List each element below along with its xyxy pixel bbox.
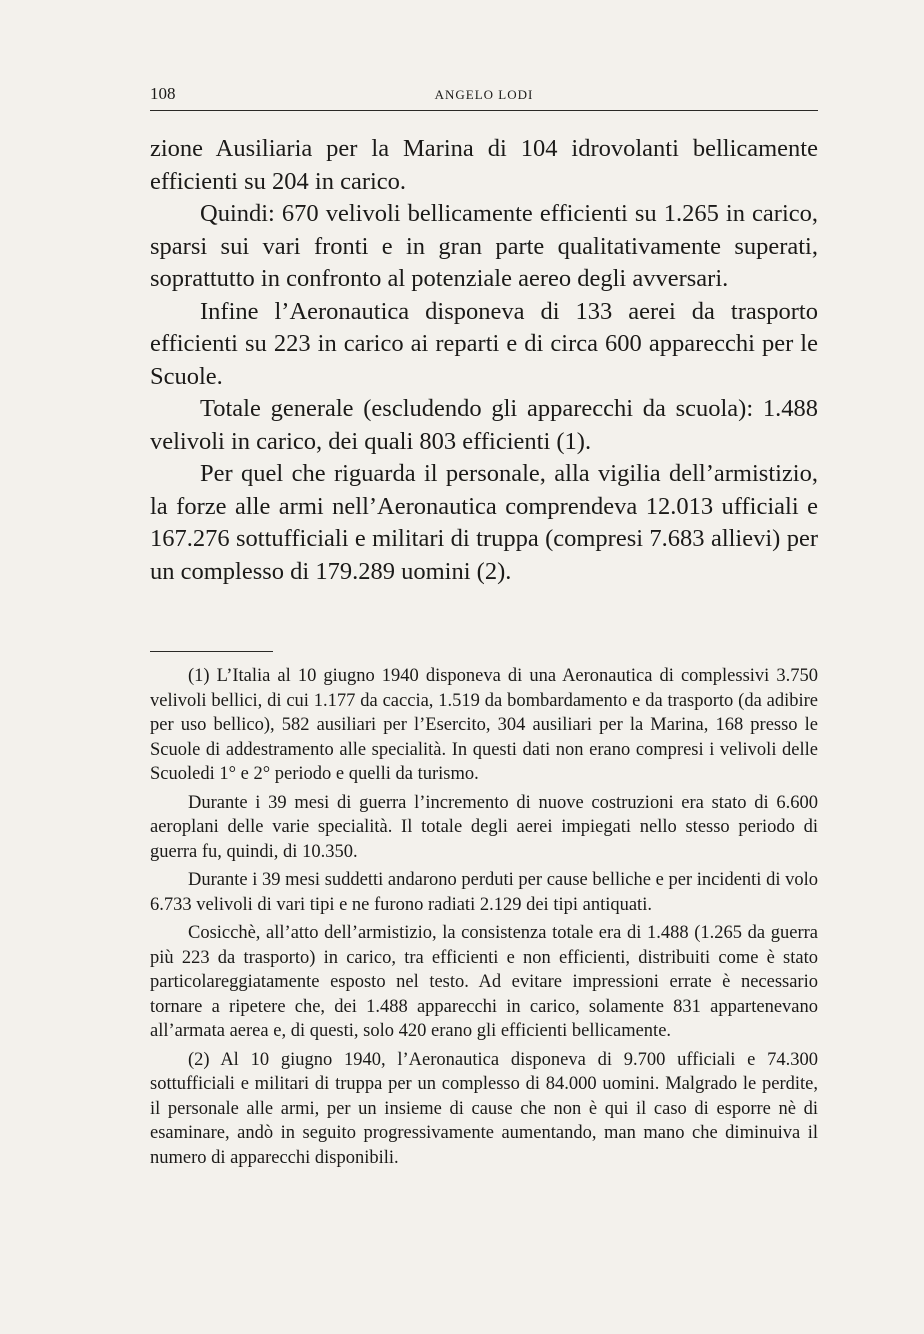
footnote-paragraph: Durante i 39 mesi suddetti andarono perduti per cause belliche e per incidenti di volo 6.733 velivoli di vari tipi e ne furono radiati 2.129 dei tipi antiquati.: [150, 870, 818, 915]
footnotes: [150, 664, 818, 1174]
main-text: [150, 133, 818, 588]
footnote-paragraph: Durante i 39 mesi di guerra l’incremento di nuove costruzioni era stato di 6.600 aeroplani delle varie specialità. Il totale degli aerei impiegati nello stesso periodo di guerra fu, quindi, di 10.350.: [150, 792, 818, 862]
body-paragraph: zione Ausiliaria per la Marina di 104 idrovolanti bellicamente efficienti su 204 in carico.: [150, 135, 818, 195]
body-paragraph: Quindi: 670 velivoli bellicamente efficienti su 1.265 in carico, sparsi sui vari fronti e in gran parte qualitativamente superati, soprattutto in confronto al potenziale aereo degli avversari.: [150, 200, 818, 292]
footnote-separator: [150, 651, 273, 652]
body-paragraph: Totale generale (escludendo gli apparecchi da scuola): 1.488 velivoli in carico, dei quali 803 efficienti (1).: [150, 395, 818, 455]
running-head: ANGELO LODI: [434, 87, 534, 102]
page-number: 108: [150, 84, 176, 103]
footnote-paragraph: (1) L’Italia al 10 giugno 1940 disponeva di una Aeronautica di complessivi 3.750 velivoli bellici, di cui 1.177 da caccia, 1.519 da bombardamento e da trasporto (da adibire per uso bellico), 582 ausiliari per l’Esercito, 304 ausiliari per la Marina, 168 presso le Scuole di addestramento alle specialità. In questi dati non erano compresi i velivoli delle Scuoledi 1° e 2° periodo e quelli da turismo.: [150, 666, 818, 784]
body-paragraph: Per quel che riguarda il personale, alla vigilia dell’armistizio, la forze alle armi nell’Aeronautica comprendeva 12.013 ufficiali e 167.276 sottufficiali e militari di truppa (compresi 7.683 allievi) per un complesso di 179.289 uomini (2).: [150, 460, 818, 585]
body-paragraph: Infine l’Aeronautica disponeva di 133 aerei da trasporto efficienti su 223 in carico ai reparti e di circa 600 apparecchi per le Scuole.: [150, 297, 818, 390]
footnote-paragraph: (2) Al 10 giugno 1940, l’Aeronautica disponeva di 9.700 ufficiali e 74.300 sottufficiali e militari di truppa per un complesso di 84.000 uomini. Malgrado le perdite, il personale alle armi, per un insieme di cause che non è qui il caso di esporre nè di esaminare, andò in seguito progressivamente aumentando, man mano che diminuiva il numero di apparecchi disponibili.: [150, 1049, 818, 1168]
footnote-paragraph: Cosicchè, all’atto dell’armistizio, la consistenza totale era di 1.488 (1.265 da guerra più 223 da trasporto) in carico, tra efficienti e non efficienti, distribuiti come è stato particolareggiatamente esposto nel testo. Ad evitare impressioni errate è necessario tornare a ripetere che, dei 1.488 apparecchi in carico, solamente 831 appartenevano all’armata aerea e, di questi, solo 420 erano gli efficienti bellicamente.: [150, 923, 818, 1041]
page-header: [150, 84, 818, 111]
